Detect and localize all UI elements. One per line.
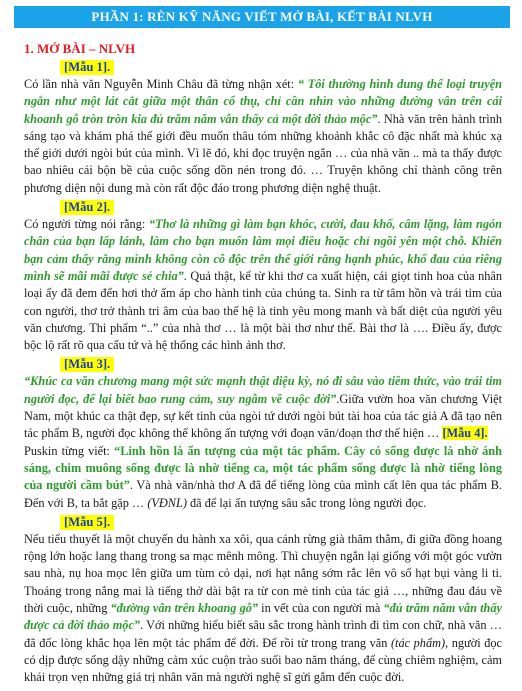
sample-1-body: . Nhà văn trên hành trình sáng tạo và khám phá thế giới đều muốn thâu tóm những khoảnh khắc cô đặc nhất mà khúc xạ thế giới dưới ngòi bút của mình. Vì lẽ đó, khi đọc truyện ngắn … của nhà văn .. mà ta thấy được bao nhiêu cái bộn bề của cuộc sống dồn nén trong đó. … Truyện không chỉ thành công trên phương diện nội dung mà còn rất độc đáo trong phương diện nghệ thuật. [24,111,502,195]
part-banner: PHẦN 1: RÈN KỸ NĂNG VIẾT MỞ BÀI, KẾT BÀI NLVH [14,6,510,28]
sample-4-label: [Mẫu 4]. [442,426,488,441]
sample-4-note: (VĐNL) [147,495,187,510]
sample-3-quote: “Khúc ca văn chương mang một sức mạnh thật diệu kỳ, nó đi sâu vào tiềm thức, vào trái tim người đọc, để lại biết bao rung cảm, suy ngẫm về cuộc đời” [24,374,502,406]
sample-5-quote-2: “đủ trăm năm vẫn thấy được cả đời thảo mộc” [24,601,502,633]
sample-5 [24,513,502,687]
sample-2-intro: Có người từng nói rằng: [24,217,149,232]
sample-5-mid: in vết của con người mà [258,601,384,616]
sample-5-intro: Nếu tiểu thuyết là một chuyến du hành xa xôi, qua cánh rừng già thăm thẳm, đi giữa đồng hoang rộng lớn hoặc lang thang trong sa mạc mênh mông. Thì chuyện ngắn lại giống với một góc vườn sau nhà, nụ hoa mọc lên giữa um tùm cỏ dại, nơi hạt nắng sớm rắc lên vô số hạt bụi vàng li ti. Thoáng trong nắng mai là tiếng thở dài bật ra từ con mè tinh của tác giả …, những đau đáu về thời cuộc, những [24,531,502,616]
sample-4-quote: “Linh hồn là ấn tượng của một tác phẩm. Cây có sống được là nhờ ánh sáng, chim muông sống được là nhờ tiếng ca, một tác phẩm sống được là nhờ tiếng lòng của người cầm bút” [24,443,502,493]
sample-1-text [24,76,502,197]
sample-3-label: [Mẫu 3]. [60,357,114,372]
sample-1-intro: Có lần nhà văn Nguyễn Minh Châu đã từng nhận xét: [24,77,298,91]
sample-5-note: (tác phẩm) [390,635,446,650]
sample-5-body: . Với những hiểu biết sâu sắc trong hành trình đi tìm con chữ, nhà văn … đã đốc lòng khắc họa lên một tác phẩm để đời. Để rồi từ trong trang văn [24,618,502,650]
sample-2-quote: “Thơ là những gì làm bạn khóc, cười, đau khổ, câm lặng, làm ngón chân của bạn lấp lánh, làm cho bạn muốn làm mọi điều hoặc chỉ ngồi yên một chỗ. Khiến bạn cảm thấy rằng mình không còn cô độc trên thế giới rằng hạnh phúc, khổ đau của riêng mình sẽ mãi mãi được sẻ chia” [24,217,502,283]
sample-2 [24,198,502,354]
sample-5-quote-1: “đường vân trên khoang gỗ” [110,601,259,616]
sample-3 [24,355,502,511]
sample-4-text [24,443,502,512]
sample-5-text [24,531,502,687]
sample-4-ending: đã để lại ấn tượng sâu sắc trong lòng người đọc. [186,495,427,510]
sample-4-intro: Puskin từng viết: [24,443,115,458]
sample-2-text [24,216,502,354]
sample-3-text [24,373,502,442]
sample-2-body: . Quả thật, kể từ khi thơ ca xuất hiện, cái giọt tinh hoa của nhân loại ấy đã đem đến hơi thở ấm áp cho hành tinh của chúng ta. Sinh ra từ tâm hồn và trái tim của con người, thơ trở thành tri âm của bao thế hệ là tinh yêu mong manh và bất diệt của người yêu văn chương. Thi phẩm “..” của nhà thơ … là một bài thơ như thế. Bài thơ là …. Điều ấy, được bộc lộ rất rõ qua cấu tứ và hệ thống các hình ảnh thơ. [24,268,502,353]
sample-4-body: . Và nhà văn/nhà thơ A đã để tiếng lòng của mình cất lên qua tác phẩm B. Đến với B, ta bắt gặp … [24,478,502,510]
sample-1-quote: “ Tôi thường hình dung thể loại truyện ngắn như một lát cắt giữa một thân cổ thụ, chỉ cần nhìn vào những đường vân trên cái khoanh gỗ tròn tròn kia đủ trăm năm vẫn thấy cả một đời thảo mộc” [24,77,502,126]
sample-3-body: .Giữa vườn hoa văn chương Việt Nam, một khúc ca thật đẹp, sự kết tinh của ngòi tứ dưới ngòi bút tài hoa của tác giả A đã tạo nên tác phẩm B, người đọc không thể không ấn tượng với đoạn văn/đoạn thơ thể hiện … [24,391,502,441]
sample-5-ending: , người đọc có dịp được sống dậy những cảm xúc cuộn trào suối bao năm tháng, để cùng chiêm nghiệm, cảm khái trọn vẹn những giá trị nhân văn mà người nghệ sĩ gửi gắm đến cuộc đời. [24,635,502,685]
section-heading: 1. MỞ BÀI – NLVH [24,41,136,56]
sample-5-label: [Mẫu 5]. [60,515,114,530]
sample-2-label: [Mẫu 2]. [60,200,114,215]
sample-1 [24,58,502,197]
sample-1-label: [Mẫu 1]. [60,60,114,75]
